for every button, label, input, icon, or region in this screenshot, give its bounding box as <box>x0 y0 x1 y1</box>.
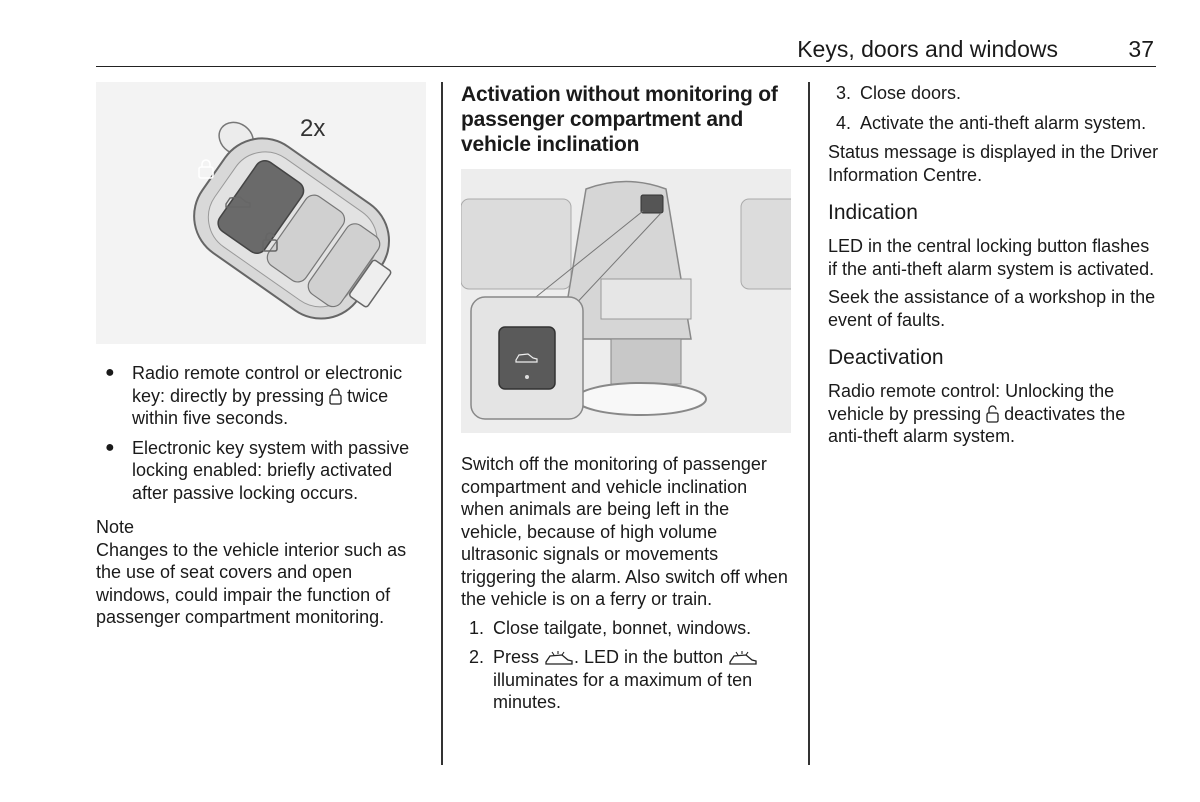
list-item: 2. Press . LED in the button illuminates for a maximum of ten minutes. <box>461 646 793 714</box>
list-item: 4. Activate the anti-theft alarm system. <box>836 112 1147 133</box>
activation-steps <box>461 617 793 714</box>
indication-heading: Indication <box>828 201 918 224</box>
unlock-icon <box>986 405 999 423</box>
section-title: Keys, doors and windows <box>797 36 1058 62</box>
activation-steps-continued <box>828 82 1160 134</box>
deactivation-heading: Deactivation <box>828 346 944 369</box>
note-heading: Note <box>96 517 135 537</box>
overhead-console-illustration <box>461 169 791 433</box>
list-item: 3. Close doors. <box>836 83 962 103</box>
bullet-icon: ● <box>105 364 115 381</box>
list-item: 1. Close tailgate, bonnet, windows. <box>469 617 752 638</box>
column-right <box>828 82 1160 454</box>
repeat-label: 2x <box>300 115 326 142</box>
page-header <box>96 30 1156 67</box>
deactivation-paragraph: Radio remote control: Unlocking the vehicle by pressing deactivates the anti-theft alarm system. <box>828 381 1126 446</box>
page-number: 37 <box>1128 36 1154 62</box>
key-fob-drawing <box>96 82 426 344</box>
indication-paragraph: LED in the central locking button flashes if the anti-theft alarm system is activated. <box>828 236 1155 279</box>
list-item: ● Radio remote control or electronic key: directly by pressing twice within five seconds. <box>105 363 403 428</box>
car-alarm-icon <box>544 650 574 666</box>
column-middle <box>461 82 793 721</box>
column-divider <box>808 82 810 765</box>
key-fob-illustration <box>96 82 426 344</box>
list-item: ● Electronic key system with passive locking enabled: briefly activated after passive locking occurs. <box>105 437 410 503</box>
workshop-paragraph: Seek the assistance of a workshop in the event of faults. <box>828 287 1156 330</box>
column-left <box>96 82 428 629</box>
section-heading: Activation without monitoring of passenger compartment and vehicle inclination <box>461 83 778 156</box>
status-paragraph: Status message is displayed in the Driver Information Centre. <box>828 142 1159 185</box>
car-alarm-icon <box>728 650 758 666</box>
activation-bullets <box>96 362 428 504</box>
column-divider <box>441 82 443 765</box>
bullet-icon: ● <box>105 438 115 456</box>
body-paragraph: Switch off the monitoring of passenger compartment and vehicle inclination when animals are being left in the vehicle, because of high volume ultrasonic signals or movements triggering the alarm. Also switch off when the vehicle is on a ferry or train. <box>461 454 788 609</box>
lock-icon <box>329 388 342 405</box>
note-text: Changes to the vehicle interior such as the use of seat covers and open windows, could impair the function of passenger compartment monitoring. <box>96 539 407 627</box>
overhead-console-drawing <box>461 169 791 433</box>
